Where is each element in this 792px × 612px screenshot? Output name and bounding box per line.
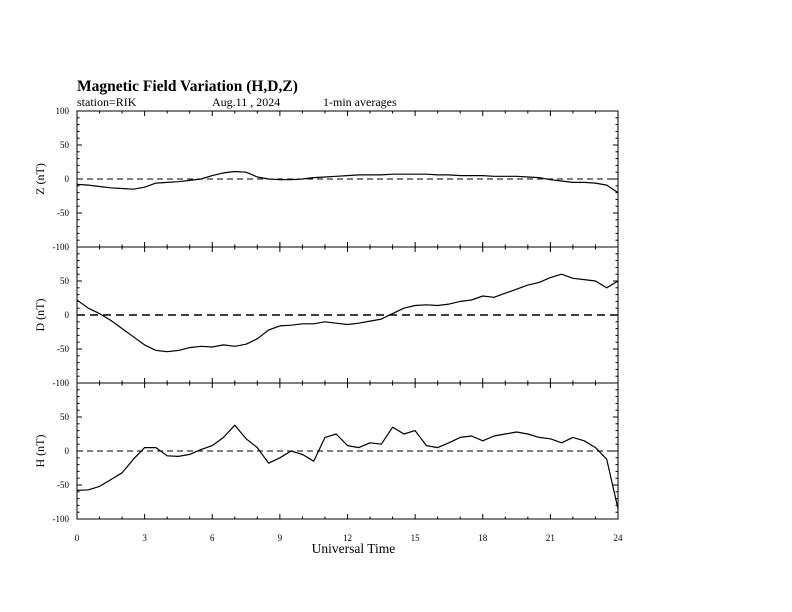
y-tick-label-h: 50 [60,412,69,422]
series-line-d [77,274,618,352]
y-tick-label-h: -100 [52,514,69,524]
y-tick-label-z: -50 [57,208,69,218]
x-tick-label: 3 [142,533,147,543]
y-tick-label-z: 50 [60,140,69,150]
x-tick-label: 15 [410,533,420,543]
y-tick-label-z: 0 [64,174,69,184]
station-label: station=RIK [77,95,137,109]
y-axis-label-h: H (nT) [33,434,47,468]
y-tick-label-d: 0 [64,310,69,320]
x-tick-label: 9 [277,533,283,543]
x-tick-label: 0 [74,533,80,543]
date-label: Aug.11 , 2024 [212,95,281,109]
x-tick-label: 6 [210,533,215,543]
y-tick-label-d: 50 [60,276,69,286]
y-tick-label-z: -100 [52,242,69,252]
y-tick-label-d: -100 [52,378,69,388]
x-tick-label: 21 [545,533,555,543]
x-tick-label: 12 [343,533,352,543]
y-tick-label-z: 100 [55,106,69,116]
series-line-h [77,425,618,509]
y-axis-label-z: Z (nT) [33,163,47,195]
chart-title: Magnetic Field Variation (H,D,Z) [77,78,298,95]
x-tick-label: 24 [613,533,623,543]
y-tick-label-h: 0 [64,446,69,456]
series-line-z [77,172,618,193]
y-tick-label-d: -50 [57,344,69,354]
x-axis-title: Universal Time [311,541,396,556]
plot-area [33,106,623,543]
y-axis-label-d: D (nT) [33,298,47,332]
y-tick-label-h: -50 [57,480,69,490]
averaging-label: 1-min averages [323,95,397,109]
x-tick-label: 18 [478,533,488,543]
